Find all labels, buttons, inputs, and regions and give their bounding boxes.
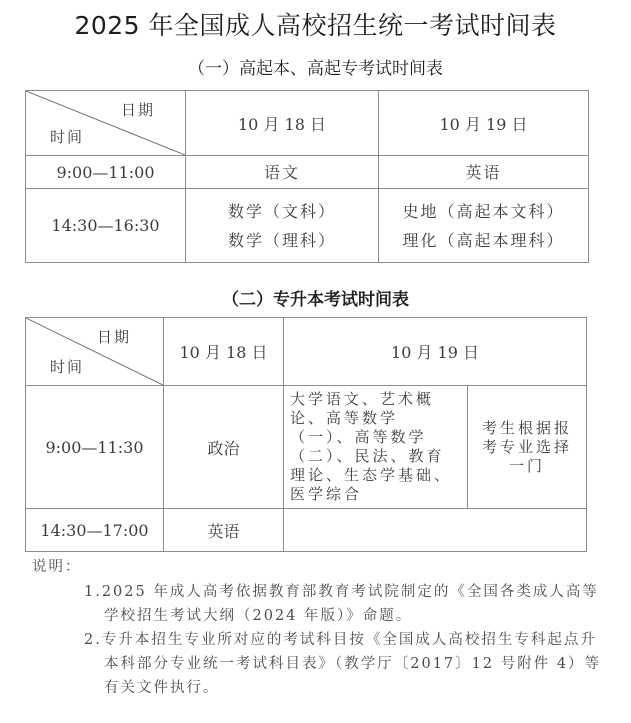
note-item: 1.2025 年成人高考依据教育部教育考试院制定的《全国各类成人高等学校招生考试大纲（2024 年版）》命题。 (84, 584, 599, 624)
schedule-table-zhuanshengben (25, 317, 587, 552)
subject: 史地（高起本文科） (402, 201, 565, 221)
table-row (26, 386, 587, 509)
table-row (26, 509, 587, 552)
section1-heading: （一）高起本、高起专考试时间表 (188, 59, 443, 79)
schedule-table-gaoqi (25, 90, 589, 263)
table-header-row (26, 91, 589, 156)
table-row (26, 156, 589, 189)
subject-cell (186, 156, 379, 189)
page-title: 2025 年全国成人高校招生统一考试时间表 (74, 11, 557, 40)
selection-note-cell: 考生根据报考专业选择一门 (468, 386, 587, 509)
note-item: 2.专升本招生专业所对应的考试科目按《全国成人高校招生专科起点升本科部分专业统一考试科目表》（教学厅〔2017〕12 号附件 4）等有关文件执行。 (84, 632, 602, 696)
corner-cell (26, 91, 186, 156)
subject-cell: 英语 (164, 509, 284, 552)
corner-date-label: 日期 (96, 328, 131, 346)
subject-list-cell: 大学语文、艺术概论、高等数学（一）、高等数学（二）、民法、教育理论、生态学基础、医学综合 (284, 386, 468, 509)
empty-cell (284, 509, 587, 552)
date-header: 10 月 18 日 (186, 91, 379, 156)
date-header: 10 月 18 日 (164, 318, 284, 386)
date-header: 10 月 19 日 (379, 91, 589, 156)
corner-time-label: 时间 (50, 128, 85, 146)
time-cell: 9:00—11:30 (26, 386, 164, 509)
time-cell: 14:30—16:30 (26, 189, 186, 263)
subject-cell (379, 156, 589, 189)
notes-heading: 说明： (32, 559, 82, 575)
subject: 语文 (263, 162, 300, 182)
table-row (26, 189, 589, 263)
subject-cell (186, 189, 379, 263)
date-header: 10 月 19 日 (284, 318, 587, 386)
notes-section (32, 555, 602, 700)
corner-cell (26, 318, 164, 386)
diagonal-line (26, 318, 163, 385)
subject-cell: 政治 (164, 386, 284, 509)
subject: 数学（文科） (227, 201, 336, 221)
subject: 英语 (465, 162, 502, 182)
time-cell: 9:00—11:00 (26, 156, 186, 189)
section2-heading: （二）专升本考试时间表 (222, 290, 409, 310)
subject: 理化（高起本理科） (402, 230, 565, 250)
corner-time-label: 时间 (50, 358, 85, 376)
subject-cell (379, 189, 589, 263)
time-cell: 14:30—17:00 (26, 509, 164, 552)
table-header-row (26, 318, 587, 386)
corner-date-label: 日期 (120, 101, 155, 119)
subject: 数学（理科） (227, 230, 336, 250)
